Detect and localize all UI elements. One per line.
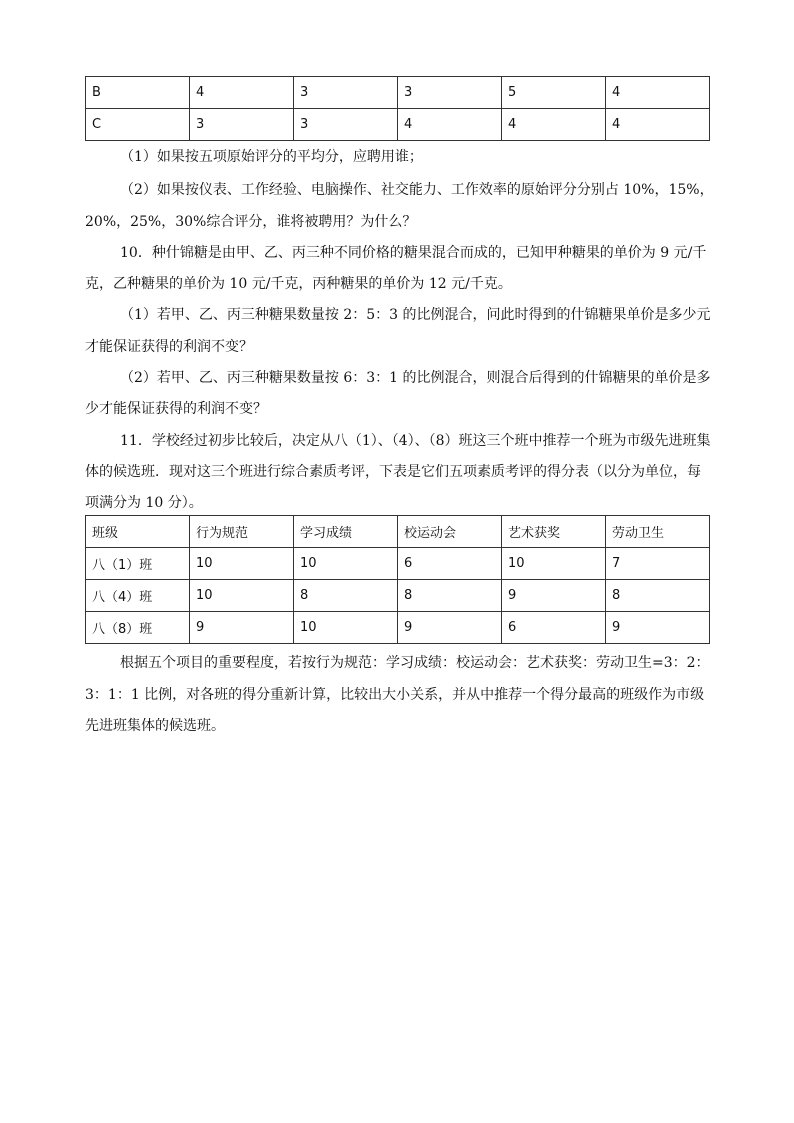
q10-sub2-line1: （2）若甲、乙、丙三种糖果数量按 6：3：1 的比例混合，则混合后得到的什锦糖果的单价是多 <box>120 370 711 386</box>
q10-sub1-line1: （1）若甲、乙、丙三种糖果数量按 2：5：3 的比例混合，问此时得到的什锦糖果单价是多少元 <box>120 307 711 323</box>
q11-after-line1: 根据五个项目的重要程度，若按行为规范：学习成绩：校运动会：艺术获奖：劳动卫生=3：2： <box>120 655 710 671</box>
q10-line2: 克，乙种糖果的单价为 10 元/千克，丙种糖果的单价为 12 元/千克。 <box>85 276 512 292</box>
table-header-cell: 学习成绩 <box>294 516 398 548</box>
q9-sub1: （1）如果按五项原始评分的平均分，应聘用谁； <box>120 149 423 165</box>
table-row <box>86 612 710 644</box>
table-row <box>86 548 710 580</box>
class-score-table <box>85 515 710 644</box>
table-header-cell: 劳动卫生 <box>606 516 710 548</box>
table-cell: 6 <box>502 612 606 644</box>
table-cell: 4 <box>502 109 606 141</box>
applicant-score-table <box>85 76 710 141</box>
table-cell: 9 <box>190 612 294 644</box>
table-cell: 10 <box>502 548 606 580</box>
table-cell: 10 <box>294 548 398 580</box>
table-cell: 3 <box>294 77 398 109</box>
table-header-cell: 艺术获奖 <box>502 516 606 548</box>
table-cell: 6 <box>398 548 502 580</box>
table-header-cell: 校运动会 <box>398 516 502 548</box>
table-cell: 8 <box>398 580 502 612</box>
q9-sub2-line1: （2）如果按仪表、工作经验、电脑操作、社交能力、工作效率的原始评分分别占 10%，15%， <box>120 182 714 198</box>
table-header-cell: 行为规范 <box>190 516 294 548</box>
table-row <box>86 580 710 612</box>
q11-line2: 体的候选班．现对这三个班进行综合素质考评，下表是它们五项素质考评的得分表（以分为单位，每 <box>85 464 701 480</box>
table-cell: 4 <box>190 77 294 109</box>
table-cell: 八（8）班 <box>86 612 190 644</box>
q11-after-line2: 3：1：1 比例，对各班的得分重新计算，比较出大小关系，并从中推荐一个得分最高的班级作为市级 <box>85 687 705 703</box>
table-cell: 4 <box>606 109 710 141</box>
table-cell: 3 <box>294 109 398 141</box>
table-cell: 八（1）班 <box>86 548 190 580</box>
table-cell: 10 <box>294 612 398 644</box>
table-cell: 3 <box>398 77 502 109</box>
table-cell: 7 <box>606 548 710 580</box>
table-cell: 9 <box>398 612 502 644</box>
table-header-row <box>86 516 710 548</box>
q11-line1: 11．学校经过初步比较后，决定从八（1）、（4）、（8）班这三个班中推荐一个班为市级先进班集 <box>120 433 711 449</box>
table-cell: 八（4）班 <box>86 580 190 612</box>
table-cell: 8 <box>606 580 710 612</box>
table-cell: 5 <box>502 77 606 109</box>
q10-line1: 10．种什锦糖是由甲、乙、丙三种不同价格的糖果混合而成的，已知甲种糖果的单价为 9 元/千 <box>120 245 707 261</box>
table-cell: 4 <box>398 109 502 141</box>
q9-sub2-line2: 20%，25%，30%综合评分，谁将被聘用？为什么？ <box>85 214 417 230</box>
table-cell: 8 <box>294 580 398 612</box>
table-cell: 10 <box>190 548 294 580</box>
table-cell: 9 <box>606 612 710 644</box>
table-cell: 9 <box>502 580 606 612</box>
q11-after-line3: 先进班集体的候选班。 <box>85 718 225 734</box>
q10-sub1-line2: 才能保证获得的利润不变？ <box>85 339 253 355</box>
table-cell: 3 <box>190 109 294 141</box>
table-cell: 10 <box>190 580 294 612</box>
table-cell: B <box>86 77 190 109</box>
table-row <box>86 109 710 141</box>
table-header-cell: 班级 <box>86 516 190 548</box>
table-cell: 4 <box>606 77 710 109</box>
q10-sub2-line2: 少才能保证获得的利润不变？ <box>85 401 267 417</box>
table-cell: C <box>86 109 190 141</box>
table-row <box>86 77 710 109</box>
q11-line3: 项满分为 10 分）。 <box>85 495 203 511</box>
